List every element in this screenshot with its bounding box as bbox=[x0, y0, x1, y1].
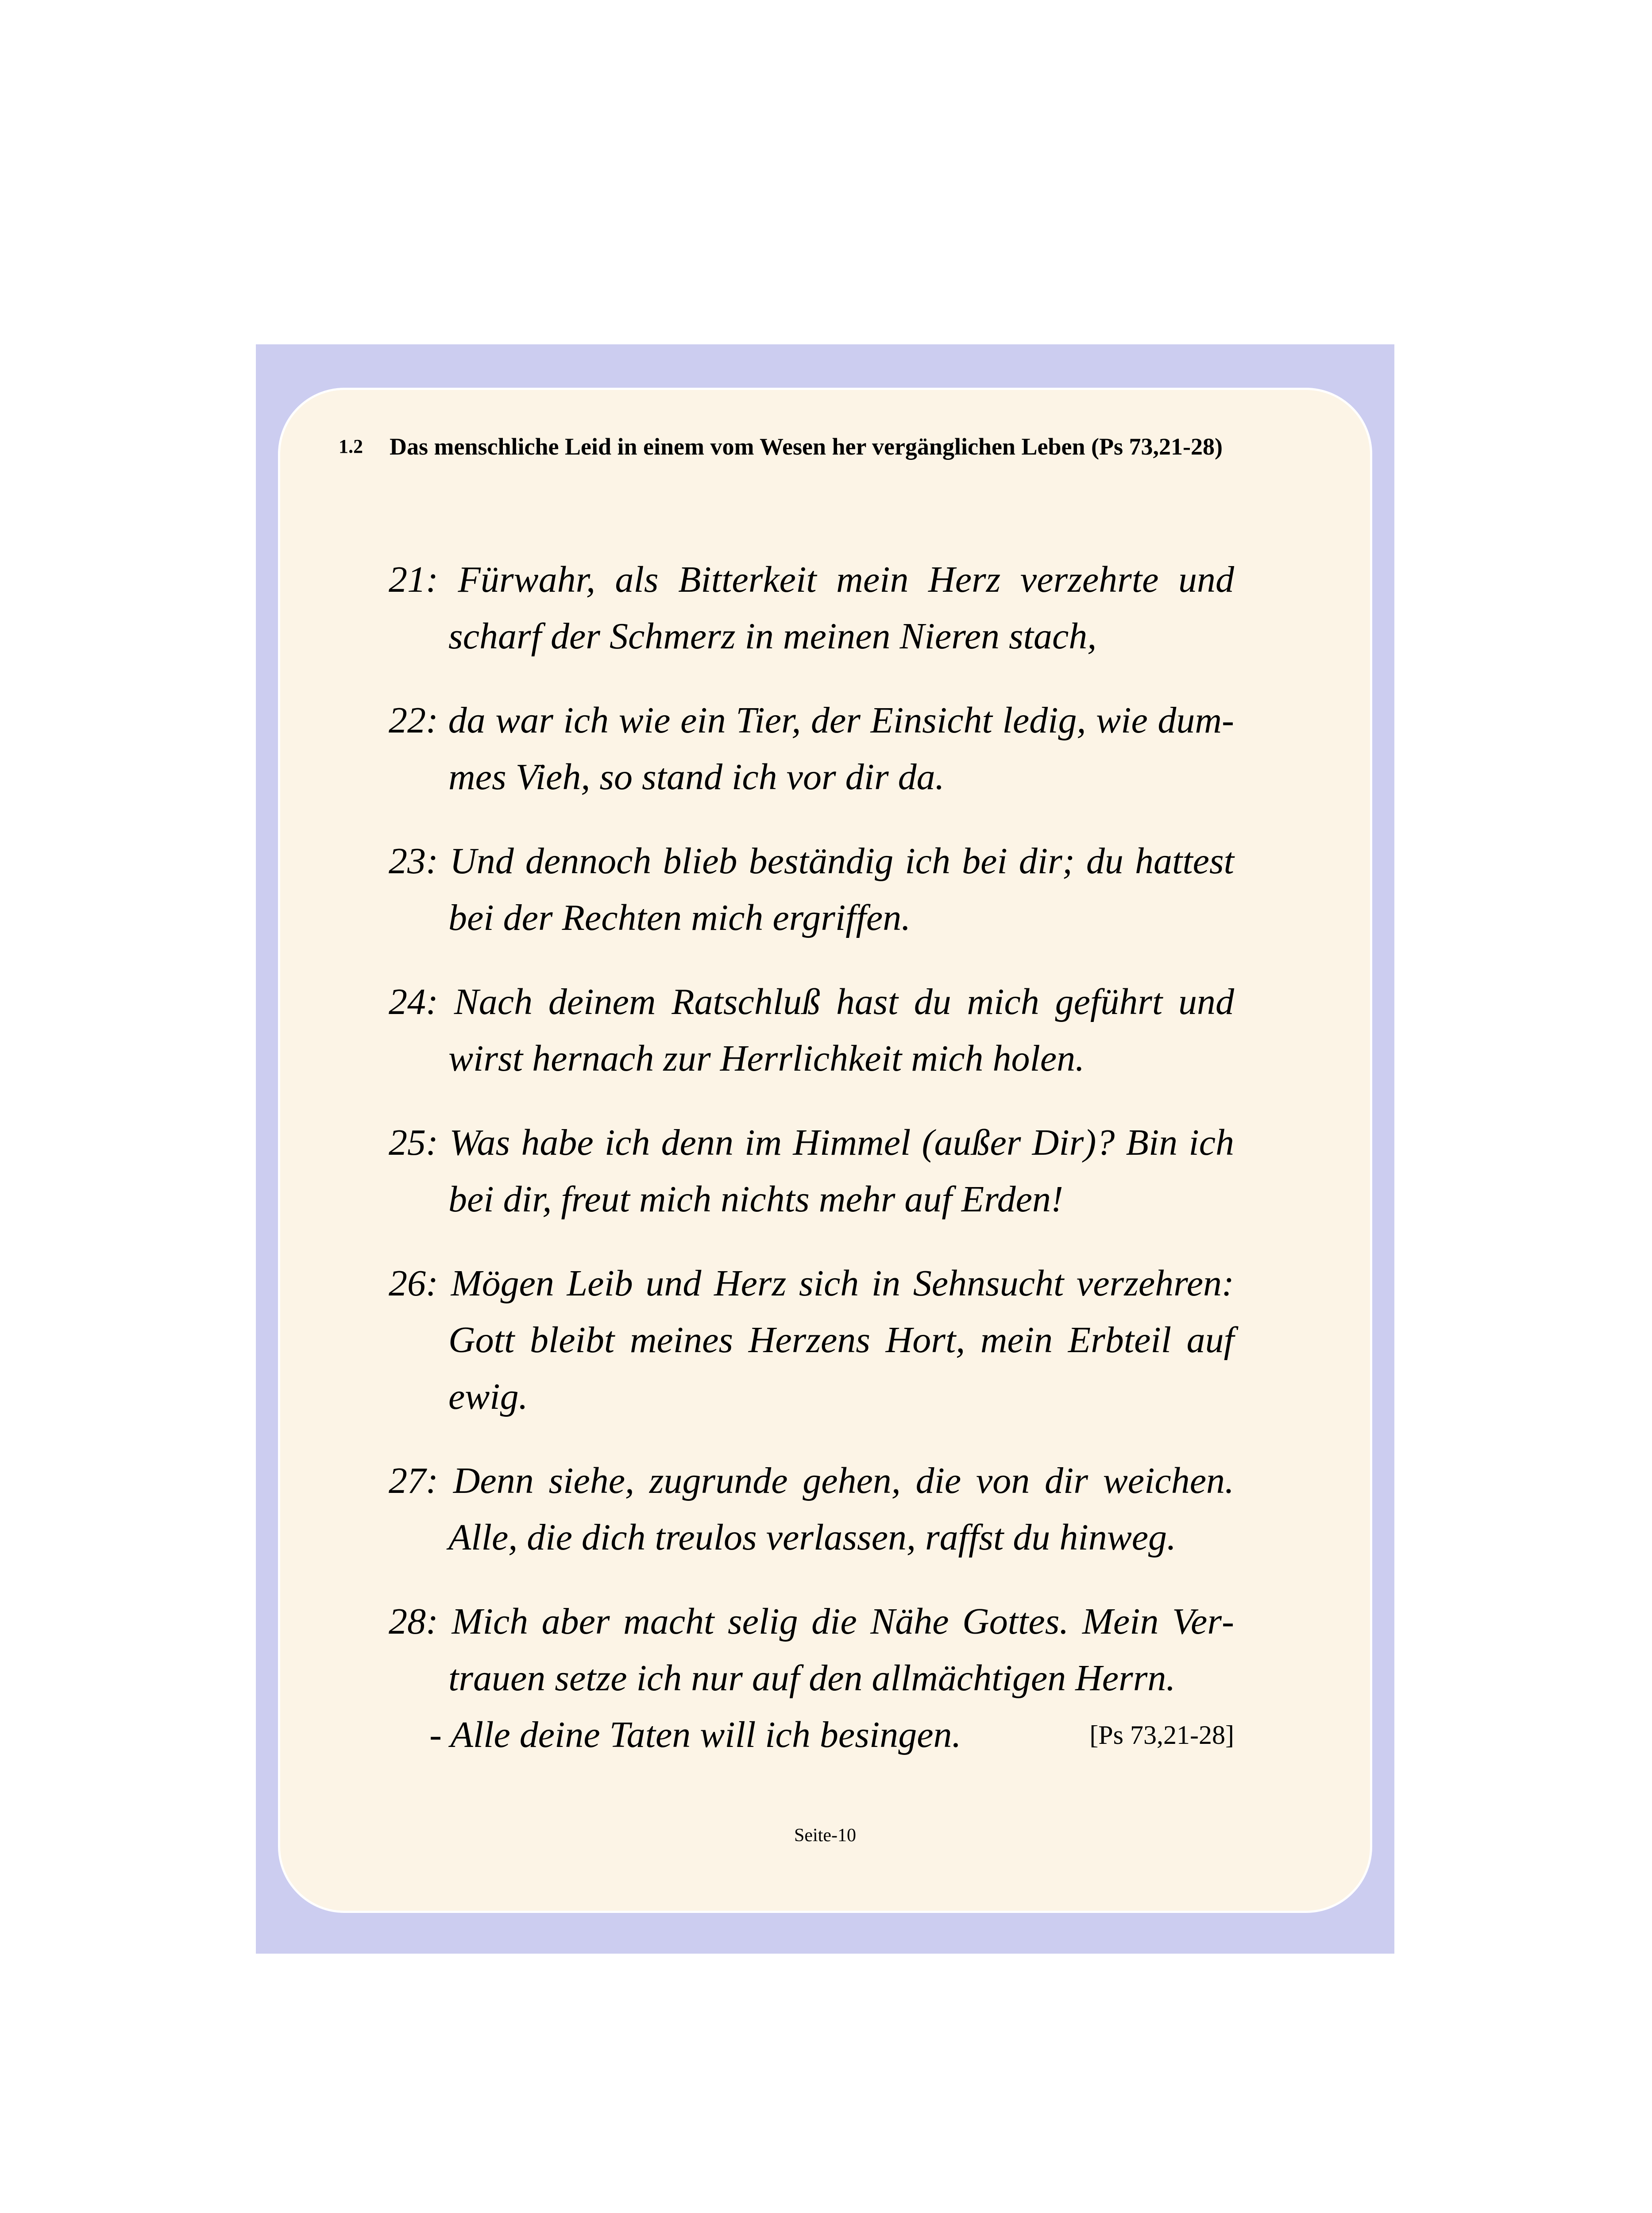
verse-text: Was habe ich denn im Himmel (außer Dir)? Bin ich bei dir, freut mich nichts mehr auf Erden! bbox=[448, 1122, 1235, 1220]
closing-line bbox=[389, 1707, 1234, 1763]
verse-25 bbox=[389, 1114, 1234, 1228]
verse-text: Nach deinem Ratschluß hast du mich geführt und wirst hernach zur Herrlichkeit mich holen. bbox=[448, 981, 1235, 1079]
verse-text: Denn siehe, zugrunde gehen, die von dir weichen. Alle, die dich treulos verlassen, raffst du hinweg. bbox=[448, 1460, 1234, 1558]
verse-28 bbox=[389, 1593, 1234, 1707]
verse-number: 25: bbox=[389, 1122, 438, 1163]
verse-23 bbox=[389, 833, 1234, 946]
verse-text: Und dennoch blieb beständig ich bei dir; du hattest bei der Rechten mich ergriffen. bbox=[448, 840, 1234, 938]
verse-26 bbox=[389, 1255, 1234, 1425]
page-frame bbox=[256, 344, 1394, 1954]
page-number: Seite-10 bbox=[794, 1825, 856, 1846]
verse-number: 22: bbox=[389, 700, 438, 741]
verse-number: 21: bbox=[389, 559, 438, 600]
scripture-reference: [Ps 73,21-28] bbox=[1089, 1720, 1234, 1750]
verse-22 bbox=[389, 692, 1234, 806]
section-number: 1.2 bbox=[339, 436, 363, 457]
verse-number: 27: bbox=[389, 1460, 438, 1501]
verse-text: Mögen Leib und Herz sich in Sehnsucht verzehren: Gott bleibt meines Herzens Hort, mein Erbteil auf ewig. bbox=[448, 1263, 1235, 1417]
verse-list bbox=[389, 551, 1234, 1763]
verse-number: 26: bbox=[389, 1263, 438, 1304]
verse-number: 24: bbox=[389, 981, 438, 1022]
verse-text: Mich aber macht selig die Nähe Gottes. Mein Vertrauen setze ich nur auf den allmächtigen Herrn. bbox=[448, 1601, 1235, 1699]
verse-24 bbox=[389, 974, 1234, 1087]
section-title: Das menschliche Leid in einem vom Wesen her vergänglichen Leben (Ps 73,21-28) bbox=[390, 433, 1223, 460]
verse-21 bbox=[389, 551, 1234, 665]
verse-text: Fürwahr, als Bitterkeit mein Herz verzehrte und scharf der Schmerz in meinen Nieren stach, bbox=[448, 559, 1235, 657]
verse-number: 28: bbox=[389, 1601, 438, 1642]
closing-text: - Alle deine Taten will ich besingen. bbox=[429, 1714, 961, 1755]
verse-text: da war ich wie ein Tier, der Einsicht ledig, wie dummes Vieh, so stand ich vor dir da. bbox=[448, 700, 1235, 798]
content-card bbox=[278, 388, 1372, 1913]
verse-number: 23: bbox=[389, 840, 438, 882]
verse-27 bbox=[389, 1453, 1234, 1566]
